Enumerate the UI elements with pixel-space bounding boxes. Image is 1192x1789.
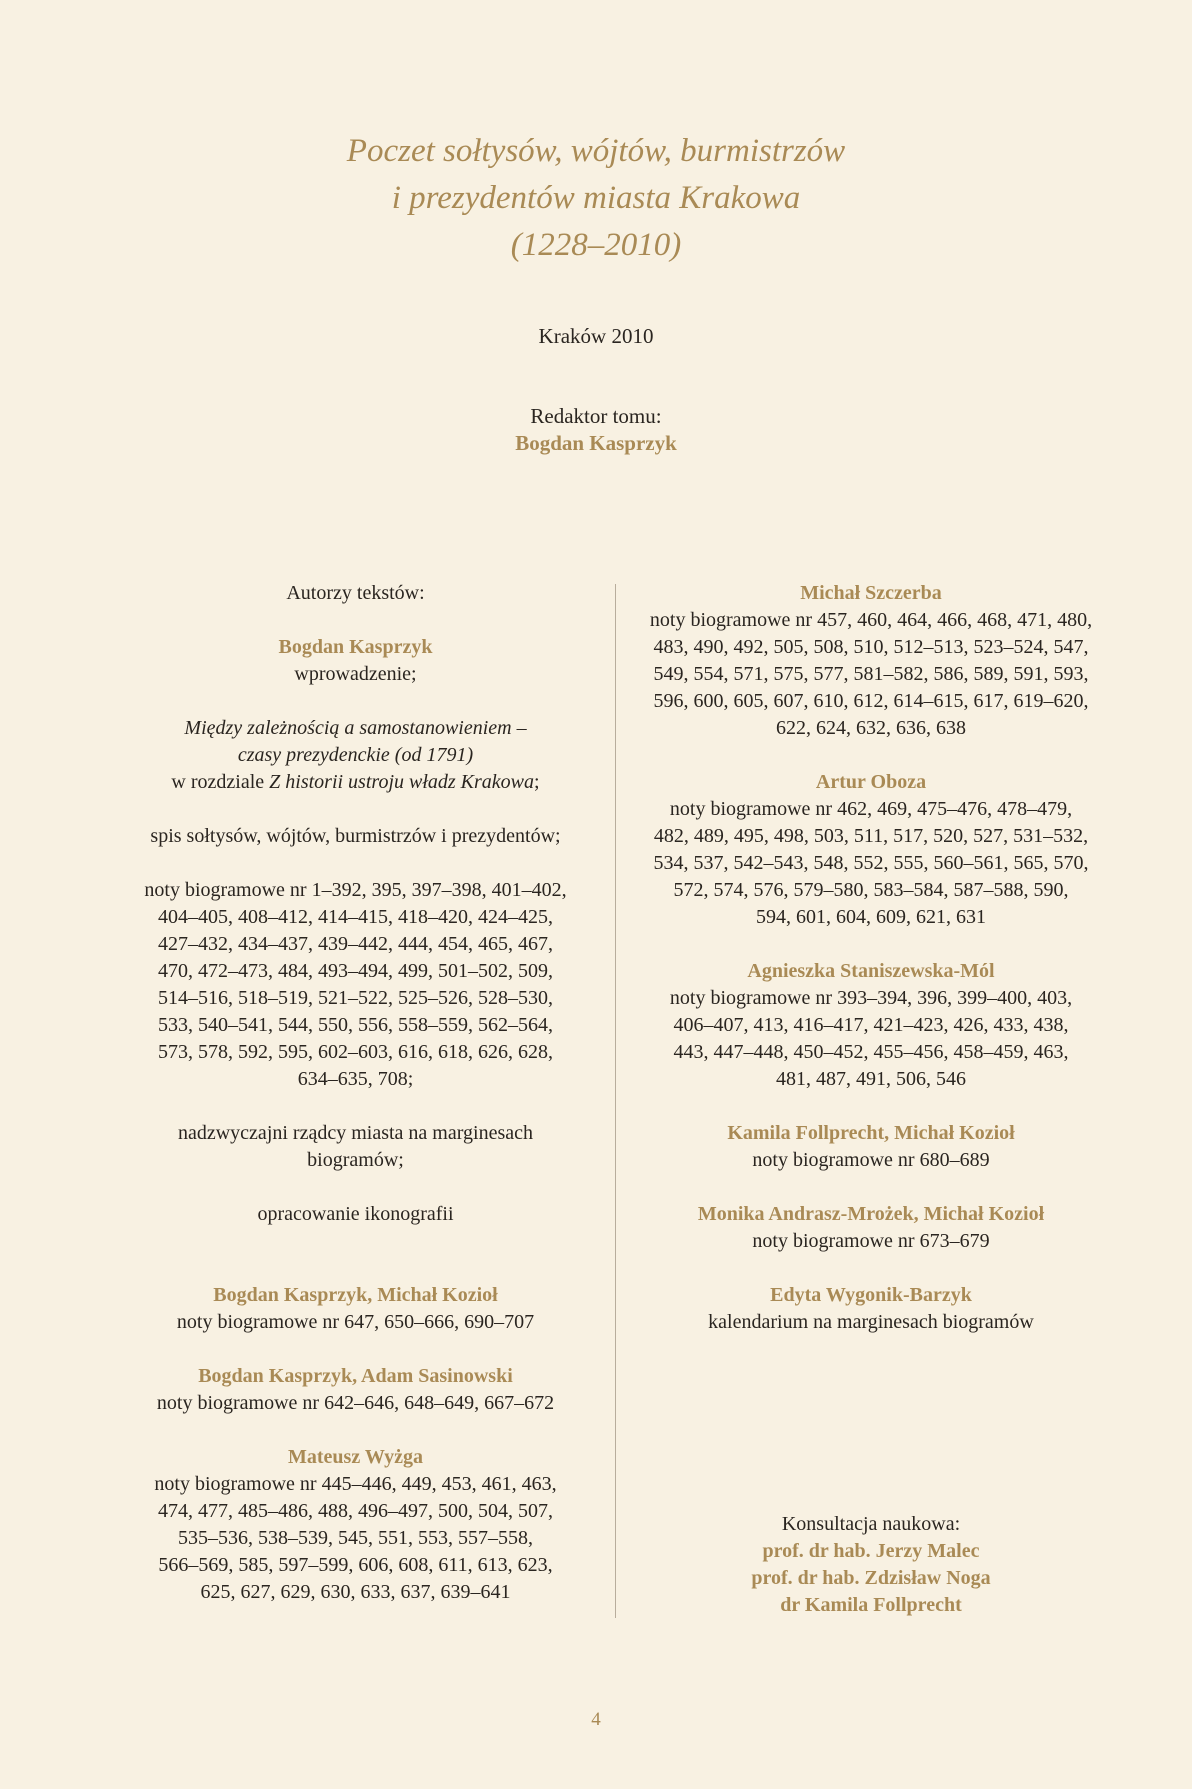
- author-contribution: spis sołtysów, wójtów, burmistrzów i prezydentów;: [150, 825, 561, 847]
- author-name: Bogdan Kasprzyk: [278, 636, 433, 658]
- notes-line: 482, 489, 495, 498, 503, 511, 517, 520, 527, 531–532,: [653, 825, 1089, 847]
- notes-line: noty biogramowe nr 445–446, 449, 453, 461, 463,: [154, 1473, 557, 1495]
- notes-line: noty biogramowe nr 673–679: [752, 1230, 990, 1252]
- notes-line: 483, 490, 492, 505, 508, 510, 512–513, 523–524, 547,: [653, 636, 1089, 658]
- notes-line: noty biogramowe nr 680–689: [752, 1149, 990, 1171]
- author-name: Agnieszka Staniszewska-Mól: [747, 960, 995, 982]
- essay-chapter-prefix: w rozdziale: [171, 771, 270, 793]
- notes-line: 404–405, 408–412, 414–415, 418–420, 424–425,: [158, 906, 553, 928]
- author-contribution: biogramów;: [307, 1149, 404, 1171]
- essay-title-line: czasy prezydenckie (od 1791): [237, 744, 474, 766]
- notes-line: noty biogramowe nr 642–646, 648–649, 667–672: [156, 1392, 555, 1414]
- author-name: Kamila Follprecht, Michał Kozioł: [727, 1122, 1015, 1144]
- notes-line: 572, 574, 576, 579–580, 583–584, 587–588, 590,: [673, 879, 1069, 901]
- editor-label: Redaktor tomu:: [530, 404, 662, 428]
- notes-line: 470, 472–473, 484, 493–494, 499, 501–502, 509,: [158, 960, 553, 982]
- notes-line: 622, 624, 632, 636, 638: [776, 717, 966, 739]
- notes-line: 533, 540–541, 544, 550, 556, 558–559, 562–564,: [158, 1014, 553, 1036]
- consultant-name: prof. dr hab. Jerzy Malec: [762, 1540, 980, 1562]
- author-name: Bogdan Kasprzyk, Michał Kozioł: [213, 1284, 498, 1306]
- authors-label: Autorzy tekstów:: [286, 582, 425, 604]
- author-name: Michał Szczerba: [800, 582, 942, 604]
- title-line-3: (1228–2010): [510, 227, 682, 263]
- author-name: Mateusz Wyżga: [288, 1446, 423, 1468]
- title-line-2: i prezydentów miasta Krakowa: [391, 180, 801, 216]
- right-column: [626, 580, 1116, 1336]
- place-year: Kraków 2010: [538, 324, 654, 348]
- notes-line: noty biogramowe nr 462, 469, 475–476, 478–479,: [669, 798, 1073, 820]
- book-title: [0, 128, 1192, 269]
- consultation-label: Konsultacja naukowa:: [781, 1513, 961, 1535]
- notes-line: 535–536, 538–539, 545, 551, 553, 557–558,: [178, 1527, 533, 1549]
- notes-line: 514–516, 518–519, 521–522, 525–526, 528–530,: [158, 987, 553, 1009]
- notes-line: 596, 600, 605, 607, 610, 612, 614–615, 617, 619–620,: [653, 690, 1089, 712]
- title-line-1: Poczet sołtysów, wójtów, burmistrzów: [346, 133, 846, 169]
- notes-line: 481, 487, 491, 506, 546: [776, 1068, 966, 1090]
- author-contribution: wprowadzenie;: [294, 663, 417, 685]
- notes-line: noty biogramowe nr 647, 650–666, 690–707: [176, 1311, 535, 1333]
- notes-line: noty biogramowe nr 393–394, 396, 399–400, 403,: [669, 987, 1073, 1009]
- editor-name: Bogdan Kasprzyk: [515, 431, 677, 455]
- author-name: Monika Andrasz-Mrożek, Michał Kozioł: [697, 1203, 1045, 1225]
- author-name: Bogdan Kasprzyk, Adam Sasinowski: [198, 1365, 513, 1387]
- notes-line: 406–407, 413, 416–417, 421–423, 426, 433, 438,: [673, 1014, 1069, 1036]
- essay-chapter-suffix: ;: [534, 771, 540, 793]
- notes-line: 625, 627, 629, 630, 633, 637, 639–641: [200, 1581, 511, 1603]
- consultant-name: prof. dr hab. Zdzisław Noga: [751, 1567, 991, 1589]
- notes-line: 474, 477, 485–486, 488, 496–497, 500, 504, 507,: [158, 1500, 553, 1522]
- editor-block: [0, 403, 1192, 457]
- notes-line: 634–635, 708;: [297, 1068, 414, 1090]
- consultant-name: dr Kamila Follprecht: [780, 1594, 962, 1616]
- column-divider: [615, 584, 616, 1618]
- notes-line: 427–432, 434–437, 439–442, 444, 454, 465, 467,: [158, 933, 553, 955]
- author-contribution: nadzwyczajni rządcy miasta na marginesach: [177, 1122, 534, 1144]
- notes-line: 443, 447–448, 450–452, 455–456, 458–459, 463,: [673, 1041, 1069, 1063]
- author-contribution: opracowanie ikonografii: [257, 1203, 454, 1225]
- left-column: [108, 580, 603, 1606]
- notes-line: 594, 601, 604, 609, 621, 631: [756, 906, 986, 928]
- notes-line: 549, 554, 571, 575, 577, 581–582, 586, 589, 591, 593,: [653, 663, 1089, 685]
- author-name: Edyta Wygonik-Barzyk: [770, 1284, 972, 1306]
- essay-title-line: Między zależnością a samostanowieniem –: [184, 717, 527, 739]
- notes-line: noty biogramowe nr 457, 460, 464, 466, 468, 471, 480,: [649, 609, 1093, 631]
- notes-line: 566–569, 585, 597–599, 606, 608, 611, 613, 623,: [158, 1554, 553, 1576]
- author-name: Artur Oboza: [815, 771, 927, 793]
- essay-chapter-title: Z historii ustroju władz Krakowa: [269, 771, 535, 793]
- notes-line: 534, 537, 542–543, 548, 552, 555, 560–561, 565, 570,: [653, 852, 1089, 874]
- scientific-consultation: [626, 1511, 1116, 1619]
- page-number: 4: [591, 1709, 601, 1730]
- author-contribution: kalendarium na marginesach biogramów: [708, 1311, 1034, 1333]
- essay-chapter-line: [108, 769, 603, 796]
- notes-line: 573, 578, 592, 595, 602–603, 616, 618, 626, 628,: [158, 1041, 553, 1063]
- notes-line: noty biogramowe nr 1–392, 395, 397–398, 401–402,: [144, 879, 567, 901]
